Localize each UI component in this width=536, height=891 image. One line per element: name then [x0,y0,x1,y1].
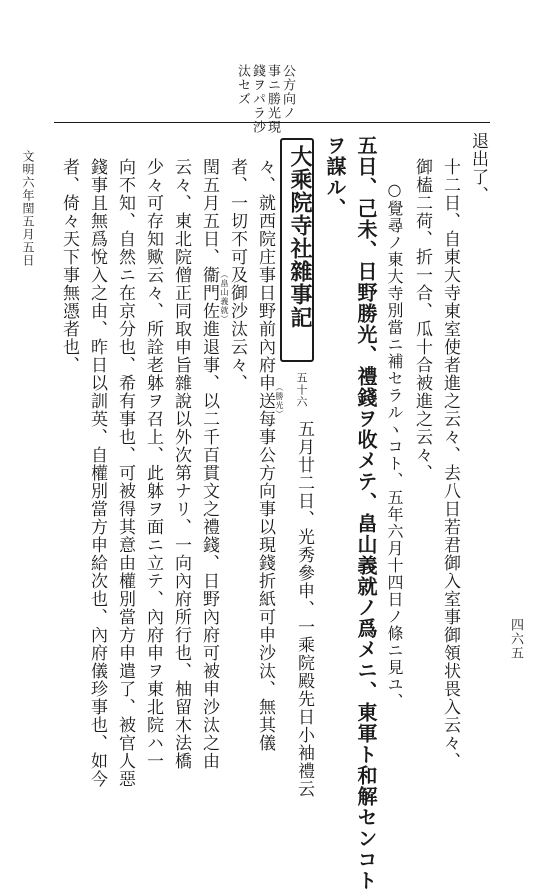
text-column-11: 云々、東北院僧正同取申旨雜說以外次第ナリ、一向內府所行也、柚留木法橋 [171,158,191,770]
running-head-line-2: 事ニ勝光現 [265,64,280,134]
interlinear-annotation: （畠山義就） [220,270,229,324]
text-column-13: 向不知、自然ニ在京分也、希有事也、可被得其意由權別當方申遣了、被官人惡 [115,158,135,788]
text-column-7: 五月廿二日、光秀參申、一乘院殿先日小袖禮云 [294,420,314,798]
running-head-line-4: 汰セズ [235,64,250,106]
text-column-15: 者、倚々天下事無憑者也、 [59,158,79,374]
source-reference: 五十六 [295,372,308,408]
text-column-1: 退出了、 [468,132,488,204]
text-column-2: 十二日、自東大寺東室使者進之云々、去八日若君御入室事御領状畏入云々、 [440,158,460,770]
date-margin: 文明六年閏五月五日 [21,150,35,267]
text-column-14: 錢事且無爲悅入之由、昨日以訓英、自權別當方申給次也、內府儀珍事也、如今 [87,158,107,788]
text-column-12: 少々可存知歟云々、所詮老躰ヲ召上、此躰ヲ面ニ立テ、內府申ヲ東北院ハ一 [143,158,163,770]
text-column-10: 閏五月五日、衞門佐進退事、以二千百貫文之禮錢、日野內府可被申沙汰之由 [199,158,219,770]
text-column-8: 々、就西院庄事日野前內府申送每事公方向事以現錢折紙可申沙汰、無其儀 [255,158,275,752]
running-head-line-3: 錢ヲパラ沙 [250,64,265,134]
source-annotation: （勝光） [275,383,284,419]
running-head-line-1: 公方向ノ [280,64,295,120]
source-title: 大乘院寺社雜事記 [287,145,313,329]
text-column-9: 者、一切不可及御沙汰云々、 [227,158,247,392]
text-column-6-heading: ヲ謀ル、 [323,135,347,219]
text-column-3: 御榼二荷、折一合、瓜十合被進之云々、 [412,158,432,482]
text-column-4: ○覺尋ノ東大寺別當ニ補セラルヽコト、五年六月十四日ノ條ニ見ユ、 [385,180,404,710]
text-column-5-heading: 五日、己未、日野勝光、禮錢ヲ收メテ、畠山義就ノ爲メニ、東軍ト和解センコト [354,135,378,891]
header-rule [54,122,490,123]
page-number: 四六五 [508,618,523,660]
